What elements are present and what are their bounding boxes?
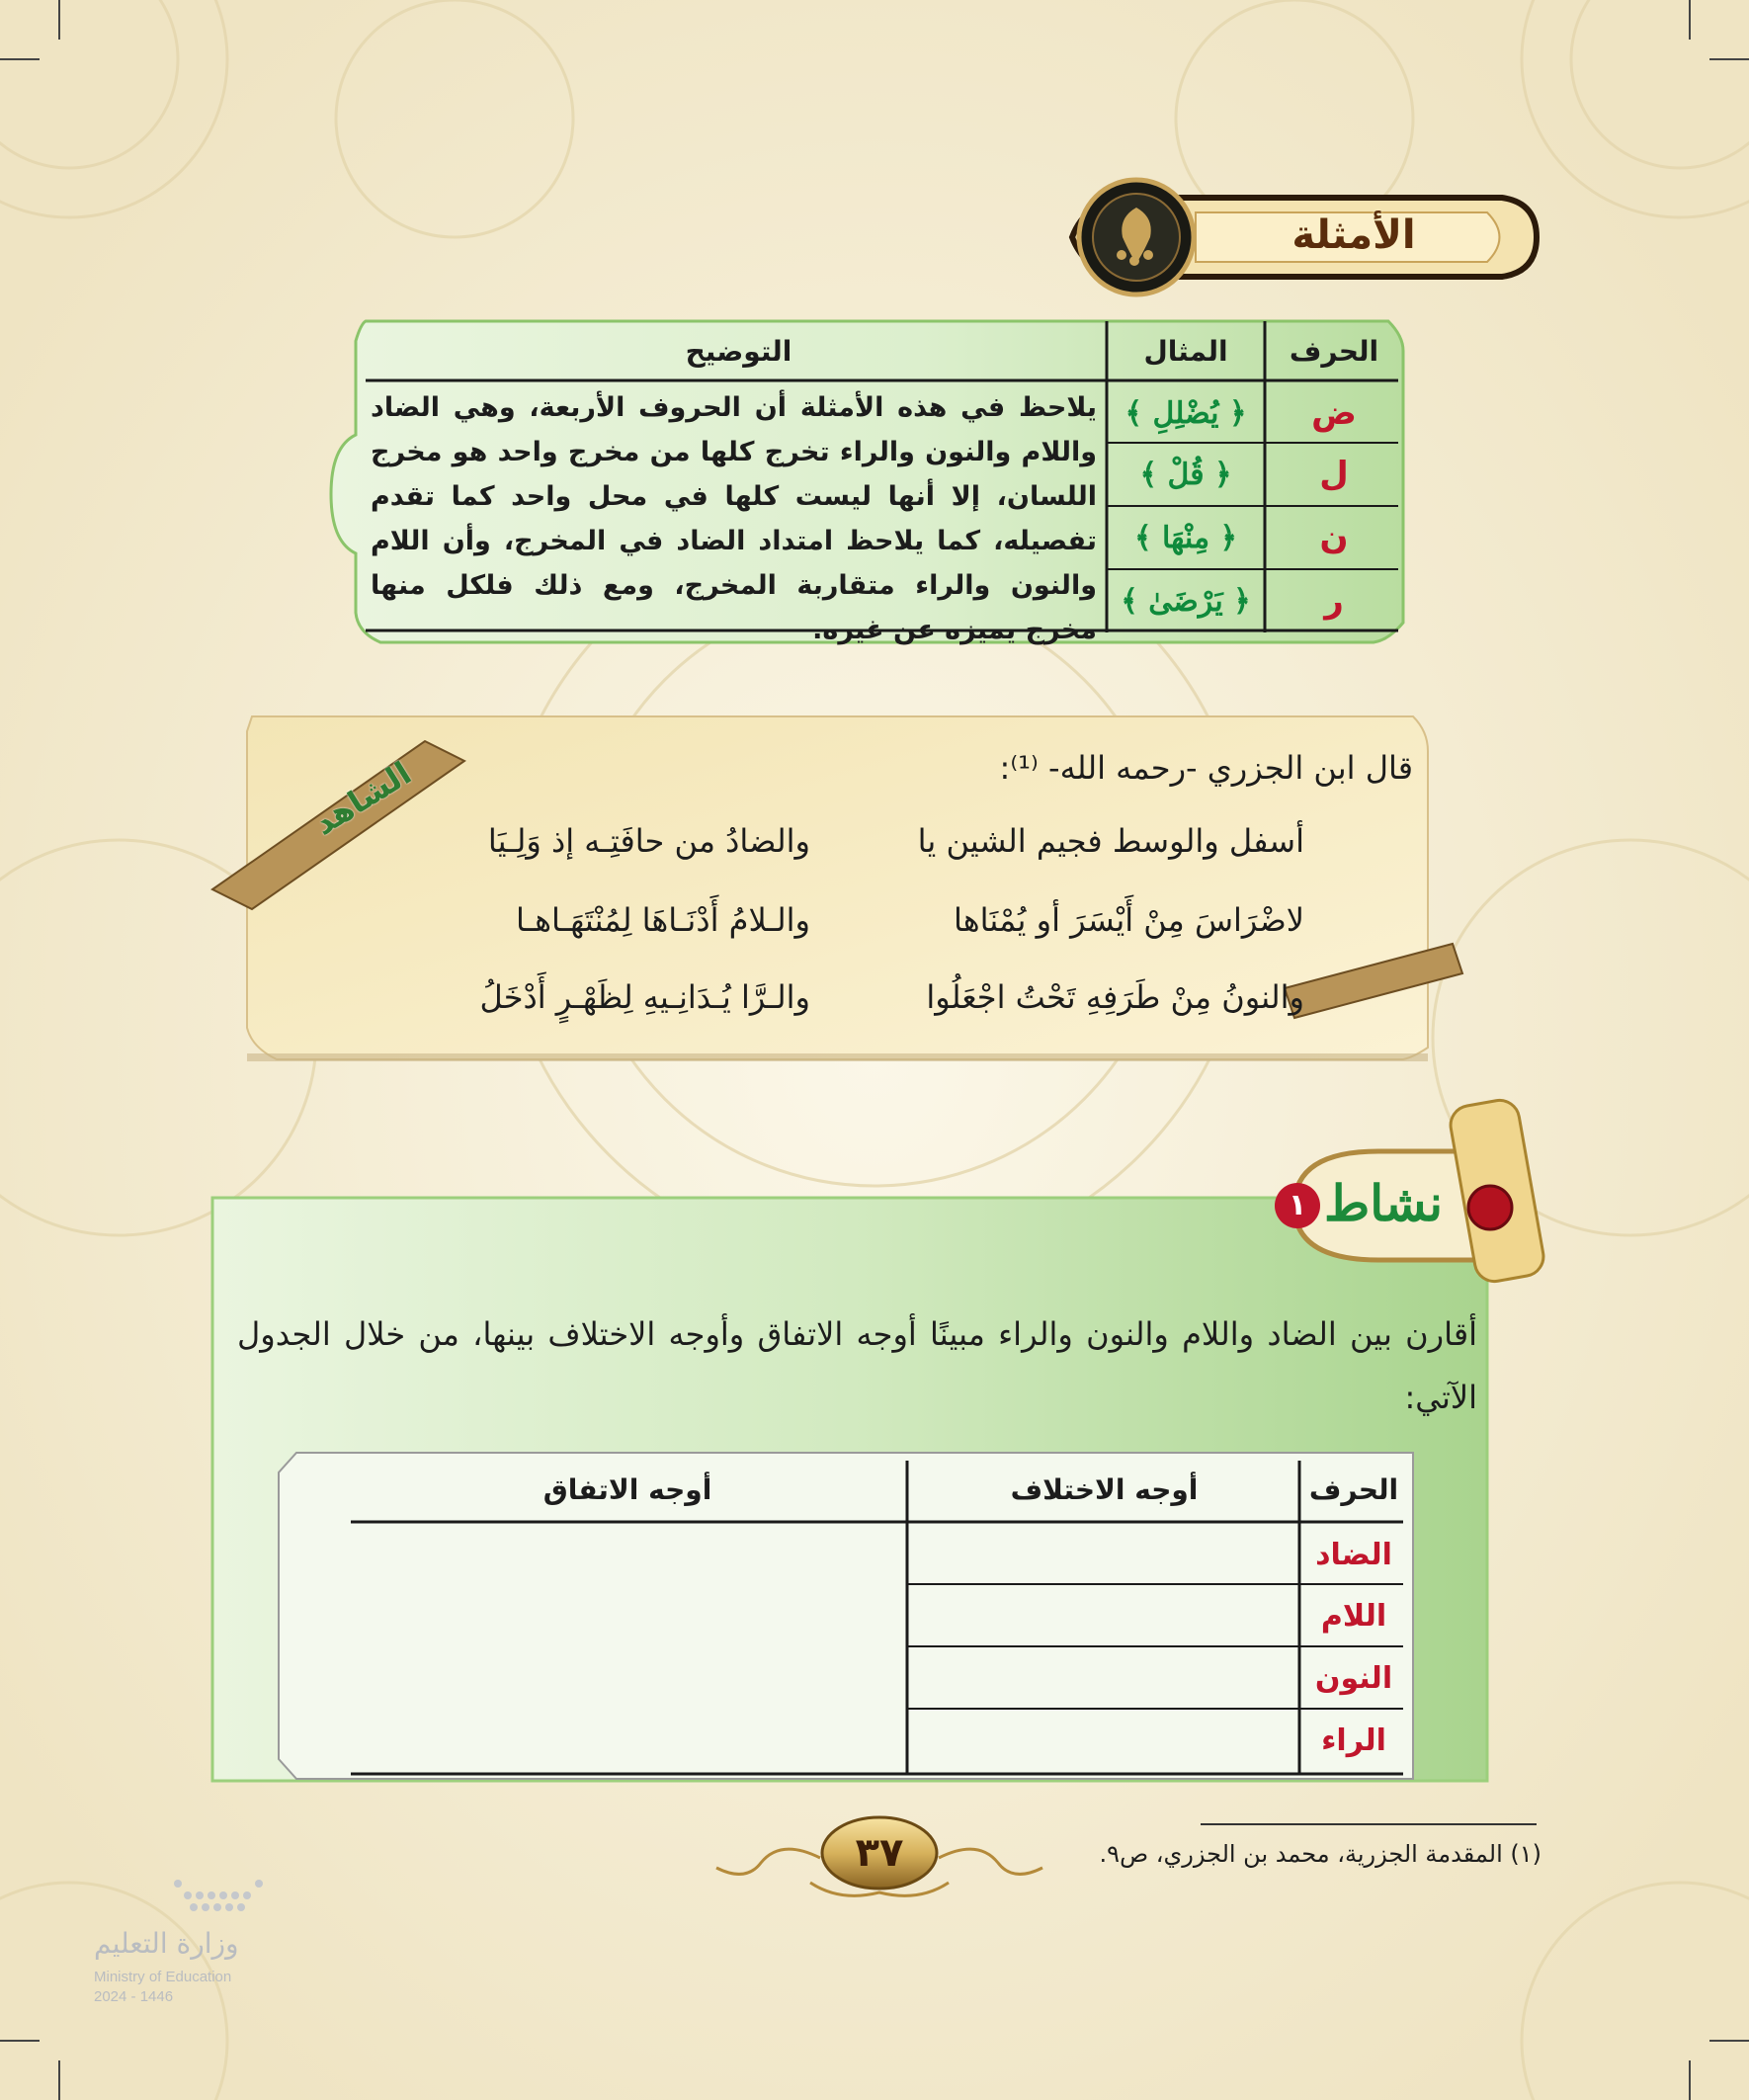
verse-first-hemistich: والنونُ مِنْ طَرَفِهِ تَحْتُ اجْعَلُوا	[926, 978, 1304, 1016]
letter-cell: ض	[1311, 393, 1357, 433]
activity-letter-cell: الضاد	[1315, 1537, 1392, 1572]
verse-first-hemistich: أسفل والوسط فجيم الشين يا	[917, 822, 1304, 860]
verse-second-hemistich: والضادُ من حافَتِـه إذ وَلِـيَا	[487, 822, 810, 860]
example-cell: ﴿ مِنْهَا ﴾	[1133, 520, 1238, 555]
explanation-text: يلاحظ في هذه الأمثلة أن الحروف الأربعة، وهي الضاد واللام والنون والراء تخرج كلها من مخرج واحد هو مخرج اللسان، إلا أنها ليست كلها في محل واحد كما تقدم تفصيله، كما يلاحظ امتداد الضاد في المخرج، وأن اللام والنون والراء متقاربة المخرج، ومع ذلك فلكل منها مخرج يميزه عن غيره.	[371, 392, 1097, 645]
activity-header-differences: أوجه الاختلاف	[1010, 1472, 1199, 1506]
ministry-name-english: Ministry of Education	[94, 1969, 232, 1985]
activity-header-letter: الحرف	[1308, 1472, 1399, 1506]
activity-header-agreements: أوجه الاتفاق	[542, 1472, 712, 1506]
example-cell: ﴿ يُضْلِلِ ﴾	[1124, 395, 1247, 431]
ministry-year: 2024 - 1446	[94, 1988, 174, 2005]
verse-second-hemistich: والـلامُ أَدْنَـاهَا لِمُنْتَهَـاهـا	[516, 901, 810, 939]
activity-label: نشاط	[1324, 1176, 1443, 1231]
header-explanation: التوضيح	[685, 335, 792, 368]
activity-number: ١	[1275, 1183, 1320, 1228]
header-example: المثال	[1143, 335, 1228, 368]
footnote: (١) المقدمة الجزرية، محمد بن الجزري، ص٩.	[1099, 1840, 1541, 1868]
shahid-label: الشاهد	[306, 754, 418, 843]
activity-letter-cell: النون	[1314, 1660, 1393, 1696]
activity-instruction: أقارن بين الضاد واللام والنون والراء مبينًا أوجه الاتفاق وأوجه الاختلاف بينها، من خلال الجدول الآتي:	[237, 1315, 1477, 1416]
page-number: ٣٧	[855, 1830, 904, 1876]
verse-second-hemistich: والـرَّا يُـدَانِـيهِ لِظَهْـرٍ أَدْخَلُ	[479, 978, 810, 1016]
example-cell: ﴿ قُلْ ﴾	[1139, 457, 1232, 492]
section-title: الأمثلة	[1291, 212, 1416, 258]
header-letter: الحرف	[1289, 335, 1379, 368]
activity-letter-cell: اللام	[1320, 1598, 1387, 1634]
verse-first-hemistich: لاضْرَاسَ مِنْ أَيْسَرَ أو يُمْنَاها	[954, 901, 1304, 939]
shahid-intro: قال ابن الجزري -رحمه الله- ⁽¹⁾:	[999, 749, 1413, 787]
letter-cell: ن	[1319, 518, 1349, 557]
activity-letter-cell: الراء	[1321, 1722, 1386, 1758]
example-cell: ﴿ يَرْضَىٰ ﴾	[1121, 583, 1251, 619]
letter-cell: ل	[1319, 455, 1349, 494]
letter-cell: ر	[1324, 581, 1344, 621]
ministry-name-arabic: وزارة التعليم	[94, 1927, 239, 1960]
footnote-divider	[1201, 1823, 1537, 1825]
